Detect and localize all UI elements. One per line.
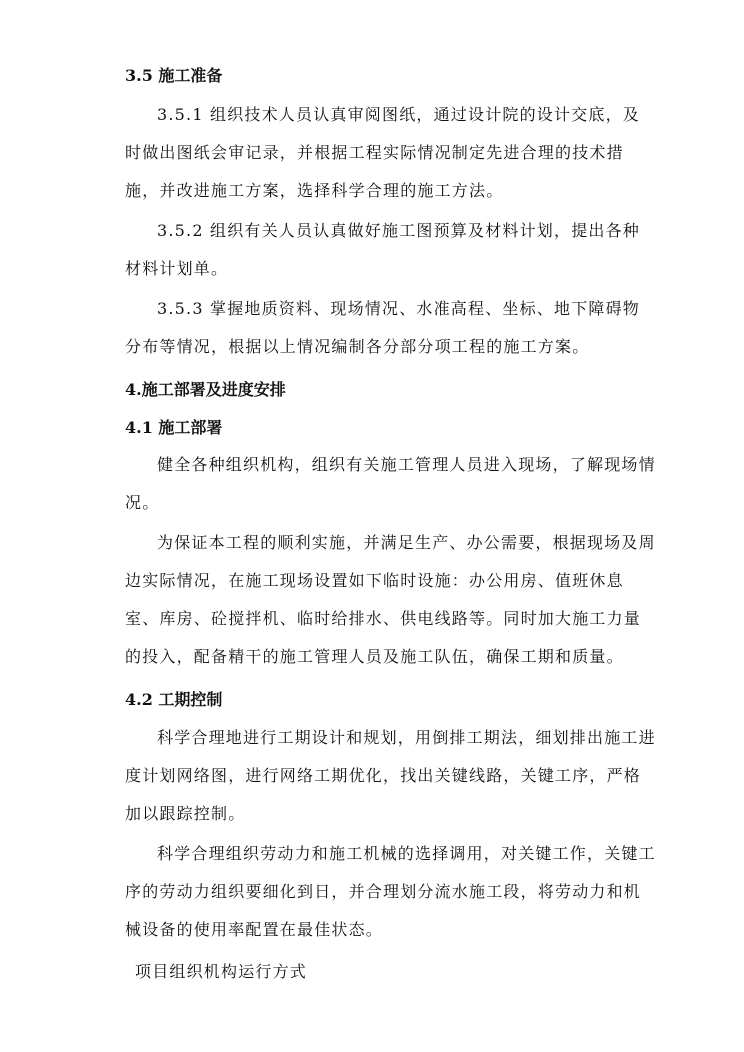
paragraph-4-2-a-text: 科学合理地进行工期设计和规划，用倒排工期法，细划排出施工进度计划网络图，进行网络工期优化，找出关键线路，关键工序，严格加以跟踪控制。	[125, 728, 656, 823]
paragraph-3-5-3-text: 3.5.3 掌握地质资料、现场情况、水准高程、坐标、地下障碍物分布等情况，根据以上情况编制各分部分项工程的施工方案。	[125, 299, 640, 356]
section-heading-4-1: 4.1 施工部署	[125, 418, 223, 437]
section-heading-3-5: 3.5 施工准备	[125, 66, 223, 85]
paragraph-3-5-2-text: 3.5.2 组织有关人员认真做好施工图预算及材料计划，提出各种材料计划单。	[125, 221, 640, 278]
paragraph-4-2-b-text: 科学合理组织劳动力和施工机械的选择调用，对关键工作，关键工序的劳动力组织要细化到日，并合理划分流水施工段，将劳动力和机械设备的使用率配置在最佳状态。	[125, 844, 656, 939]
paragraph-4-1-b	[125, 524, 657, 676]
paragraph-3-5-3	[125, 290, 657, 366]
paragraph-4-1-b-text: 为保证本工程的顺利实施，并满足生产、办公需要，根据现场及周边实际情况，在施工现场设置如下临时设施：办公用房、值班休息室、库房、砼搅拌机、临时给排水、供电线路等。同时加大施工力量的投入，配备精干的施工管理人员及施工队伍，确保工期和质量。	[125, 533, 656, 666]
paragraph-4-2-b	[125, 835, 657, 949]
paragraph-3-5-2	[125, 212, 657, 288]
paragraph-4-1-a-text: 健全各种组织机构，组织有关施工管理人员进入现场，了解现场情况。	[125, 455, 656, 512]
figure-caption: 项目组织机构运行方式	[135, 962, 308, 981]
paragraph-4-1-a	[125, 446, 657, 522]
paragraph-4-2-a	[125, 719, 657, 833]
section-heading-4: 4.施工部署及进度安排	[125, 380, 286, 399]
section-heading-4-2: 4.2 工期控制	[125, 690, 223, 709]
paragraph-3-5-1	[125, 96, 657, 210]
paragraph-3-5-1-text: 3.5.1 组织技术人员认真审阅图纸，通过设计院的设计交底，及时做出图纸会审记录，并根据工程实际情况制定先进合理的技术措施，并改进施工方案，选择科学合理的施工方法。	[125, 105, 640, 200]
